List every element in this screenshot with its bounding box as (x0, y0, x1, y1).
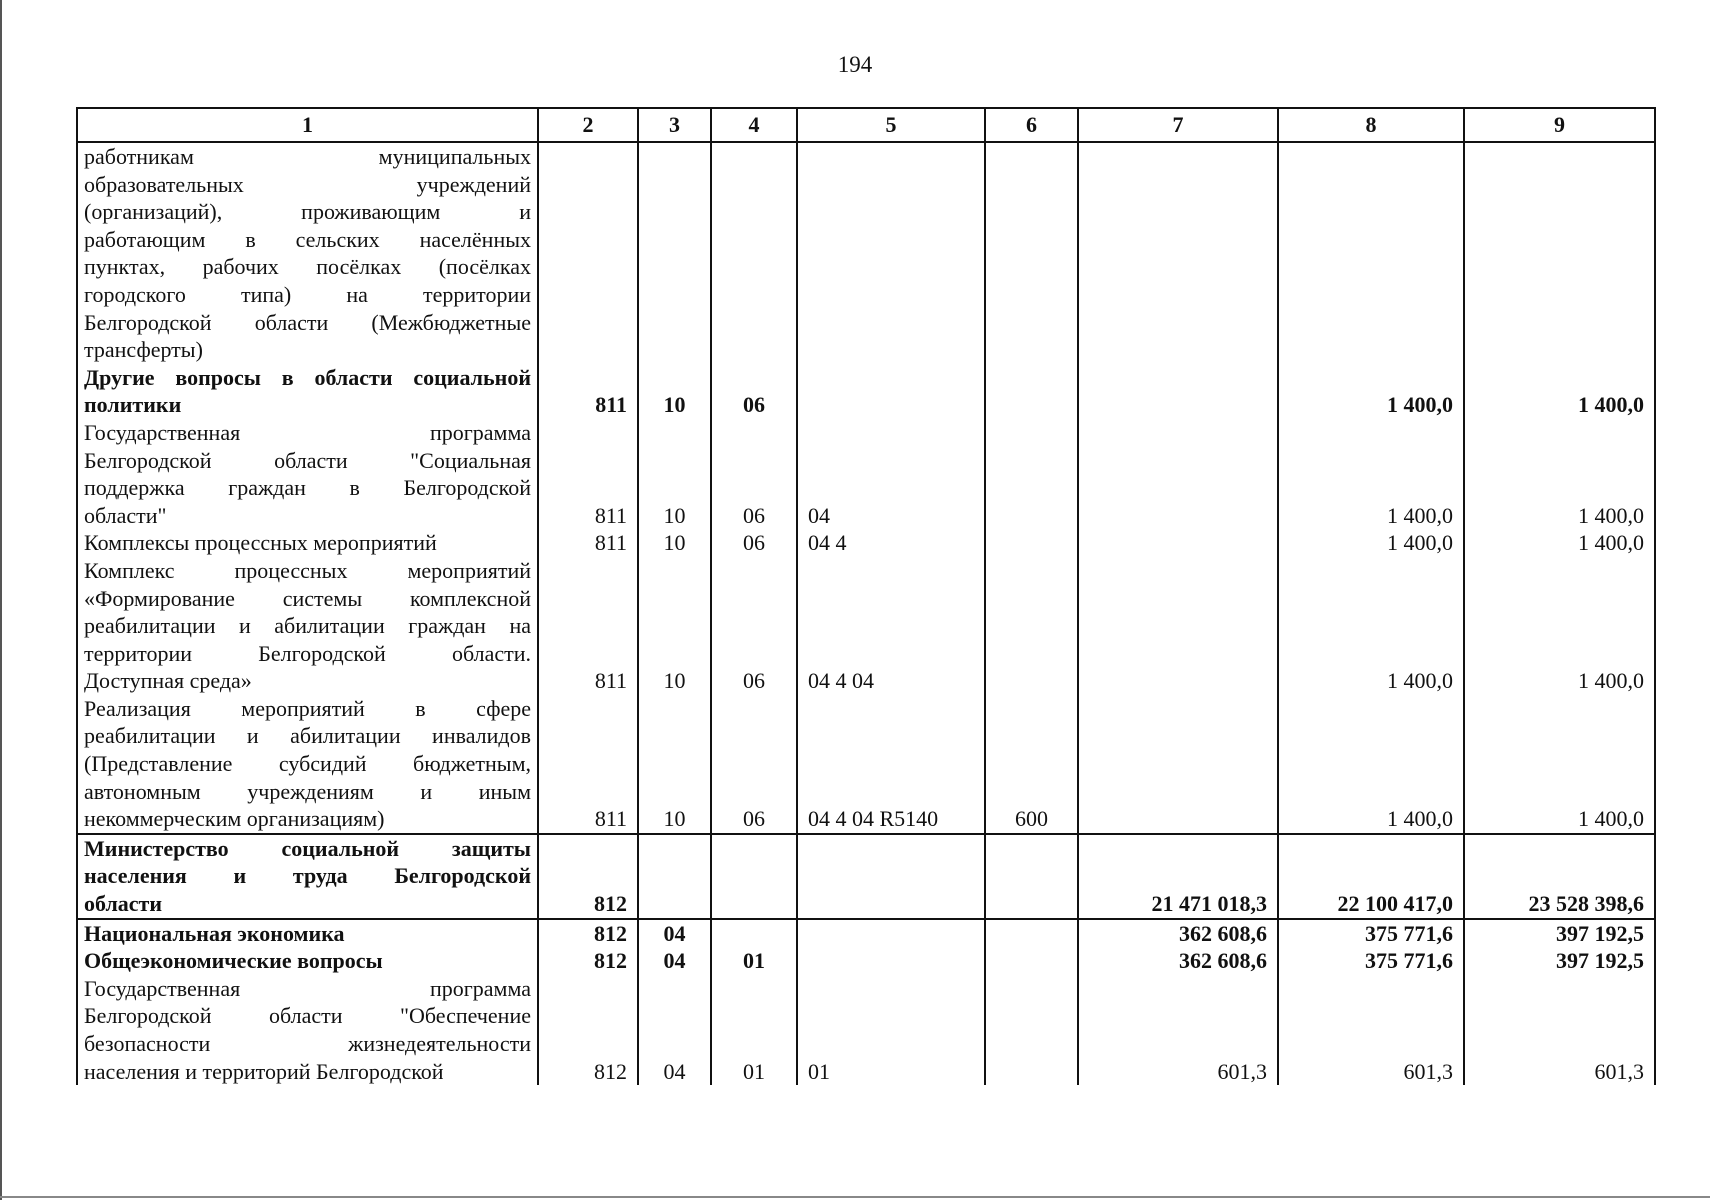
section-code: 10 (638, 364, 711, 419)
amount-col-8: 375 771,6 (1278, 947, 1464, 975)
subsection-code: 06 (711, 695, 797, 834)
table-row (77, 557, 1655, 695)
amount-col-8 (1278, 142, 1464, 364)
header-cell: 2 (538, 108, 638, 142)
amount-col-9: 1 400,0 (1464, 529, 1655, 557)
subsection-code: 06 (711, 419, 797, 529)
row-description (77, 947, 538, 975)
subsection-code (711, 919, 797, 948)
description-line: Реализация мероприятий в сфере (84, 695, 531, 721)
description-line: области (84, 891, 163, 917)
amount-col-8: 375 771,6 (1278, 919, 1464, 948)
description-line: работникам муниципальных (84, 144, 531, 169)
description-line: Комплекс процессных мероприятий (84, 557, 531, 583)
description-line: пунктах, рабочих посёлках (посёлках (84, 254, 531, 280)
expense-type-code (985, 557, 1078, 695)
target-article-code (797, 834, 985, 919)
description-line: Доступная среда» (84, 668, 252, 694)
table-row (77, 695, 1655, 834)
description-line: работающим в сельских населённых (84, 226, 531, 252)
amount-col-7 (1078, 695, 1278, 834)
scan-line (0, 1196, 1710, 1198)
table-row (77, 364, 1655, 419)
description-line: (организаций), проживающим и (84, 199, 531, 225)
amount-col-7 (1078, 419, 1278, 529)
row-description (77, 364, 538, 419)
scan-edge (0, 0, 2, 1200)
description-line: некоммерческим организациям) (84, 806, 385, 832)
description-line: «Формирование системы комплексной (84, 585, 531, 611)
amount-col-7: 362 608,6 (1078, 947, 1278, 975)
description-line: автономным учреждениям и иным (84, 778, 531, 804)
subsection-code: 06 (711, 557, 797, 695)
subsection-code: 01 (711, 975, 797, 1085)
amount-col-8: 1 400,0 (1278, 419, 1464, 529)
target-article-code: 01 (797, 975, 985, 1085)
gv-code (538, 142, 638, 364)
table-row (77, 834, 1655, 919)
expense-type-code (985, 142, 1078, 364)
page-number: 194 (837, 52, 873, 77)
description-line: образовательных учреждений (84, 171, 531, 197)
header-cell: 4 (711, 108, 797, 142)
target-article-code: 04 4 04 (797, 557, 985, 695)
gv-code: 811 (538, 419, 638, 529)
amount-col-8: 1 400,0 (1278, 529, 1464, 557)
description-line: реабилитации и абилитации инвалидов (84, 723, 531, 749)
description-line: поддержка граждан в Белгородской (84, 475, 531, 501)
row-description (77, 419, 538, 529)
target-article-code (797, 364, 985, 419)
section-code: 10 (638, 557, 711, 695)
amount-col-7 (1078, 529, 1278, 557)
subsection-code: 01 (711, 947, 797, 975)
gv-code: 812 (538, 834, 638, 919)
gv-code: 812 (538, 975, 638, 1085)
description-line: (Представление субсидий бюджетным, (84, 751, 531, 777)
row-description (77, 919, 538, 948)
amount-col-7 (1078, 142, 1278, 364)
expense-type-code (985, 419, 1078, 529)
amount-col-9: 1 400,0 (1464, 364, 1655, 419)
amount-col-8: 22 100 417,0 (1278, 834, 1464, 919)
description-line: городского типа) на территории (84, 281, 531, 307)
header-cell: 7 (1078, 108, 1278, 142)
description-line: реабилитации и абилитации граждан на (84, 613, 531, 639)
description-line: территории Белгородской области. (84, 640, 531, 666)
amount-col-8: 1 400,0 (1278, 364, 1464, 419)
section-code (638, 834, 711, 919)
gv-code: 812 (538, 919, 638, 948)
subsection-code: 06 (711, 364, 797, 419)
gv-code: 811 (538, 529, 638, 557)
description-line: области" (84, 502, 167, 528)
description-line: Другие вопросы в области социальной (84, 364, 531, 390)
description-line: Государственная программа (84, 419, 531, 445)
table-body (77, 142, 1655, 1085)
target-article-code (797, 142, 985, 364)
section-code: 10 (638, 695, 711, 834)
expense-type-code (985, 364, 1078, 419)
subsection-code (711, 834, 797, 919)
section-code: 04 (638, 975, 711, 1085)
target-article-code: 04 4 04 R5140 (797, 695, 985, 834)
table-row (77, 975, 1655, 1085)
table-row (77, 529, 1655, 557)
table-row (77, 419, 1655, 529)
subsection-code (711, 142, 797, 364)
expense-type-code: 600 (985, 695, 1078, 834)
gv-code: 811 (538, 364, 638, 419)
section-code: 10 (638, 419, 711, 529)
description-line: Национальная экономика (84, 920, 345, 946)
section-code: 04 (638, 919, 711, 948)
target-article-code: 04 (797, 419, 985, 529)
gv-code: 811 (538, 557, 638, 695)
description-line: Комплексы процессных мероприятий (84, 530, 437, 556)
header-cell: 1 (77, 108, 538, 142)
header-cell: 8 (1278, 108, 1464, 142)
row-description (77, 557, 538, 695)
description-line: Министерство социальной защиты (84, 835, 531, 861)
description-line: населения и территорий Белгородской (84, 1058, 444, 1084)
header-cell: 9 (1464, 108, 1655, 142)
budget-table (76, 107, 1656, 1085)
row-description (77, 834, 538, 919)
description-line: Белгородской области "Социальная (84, 447, 531, 473)
description-line: населения и труда Белгородской (84, 863, 531, 889)
description-line: политики (84, 392, 182, 418)
section-code (638, 142, 711, 364)
header-cell: 6 (985, 108, 1078, 142)
table-row (77, 919, 1655, 948)
target-article-code: 04 4 (797, 529, 985, 557)
gv-code: 811 (538, 695, 638, 834)
table-row (77, 142, 1655, 364)
row-description (77, 142, 538, 364)
target-article-code (797, 947, 985, 975)
expense-type-code (985, 975, 1078, 1085)
amount-col-9: 1 400,0 (1464, 419, 1655, 529)
header-cell: 5 (797, 108, 985, 142)
expense-type-code (985, 947, 1078, 975)
amount-col-8: 601,3 (1278, 975, 1464, 1085)
amount-col-7: 21 471 018,3 (1078, 834, 1278, 919)
description-line: Белгородской области "Обеспечение (84, 1003, 531, 1029)
section-code: 10 (638, 529, 711, 557)
description-line: Государственная программа (84, 975, 531, 1001)
description-line: Общеэкономические вопросы (84, 948, 383, 974)
amount-col-9: 397 192,5 (1464, 947, 1655, 975)
amount-col-9: 1 400,0 (1464, 557, 1655, 695)
amount-col-9: 397 192,5 (1464, 919, 1655, 948)
amount-col-9: 601,3 (1464, 975, 1655, 1085)
header-row (77, 108, 1655, 142)
description-line: безопасности жизнедеятельности (84, 1031, 531, 1056)
expense-type-code (985, 919, 1078, 948)
row-description (77, 695, 538, 834)
description-line: Белгородской области (Межбюджетные (84, 309, 531, 335)
amount-col-8: 1 400,0 (1278, 557, 1464, 695)
amount-col-9: 23 528 398,6 (1464, 834, 1655, 919)
expense-type-code (985, 834, 1078, 919)
subsection-code: 06 (711, 529, 797, 557)
header-cell: 3 (638, 108, 711, 142)
row-description (77, 529, 538, 557)
amount-col-7 (1078, 364, 1278, 419)
target-article-code (797, 919, 985, 948)
amount-col-7: 362 608,6 (1078, 919, 1278, 948)
amount-col-9 (1464, 142, 1655, 364)
gv-code: 812 (538, 947, 638, 975)
amount-col-7: 601,3 (1078, 975, 1278, 1085)
amount-col-8: 1 400,0 (1278, 695, 1464, 834)
description-line: трансферты) (84, 337, 203, 363)
expense-type-code (985, 529, 1078, 557)
table-row (77, 947, 1655, 975)
amount-col-9: 1 400,0 (1464, 695, 1655, 834)
amount-col-7 (1078, 557, 1278, 695)
row-description (77, 975, 538, 1085)
section-code: 04 (638, 947, 711, 975)
